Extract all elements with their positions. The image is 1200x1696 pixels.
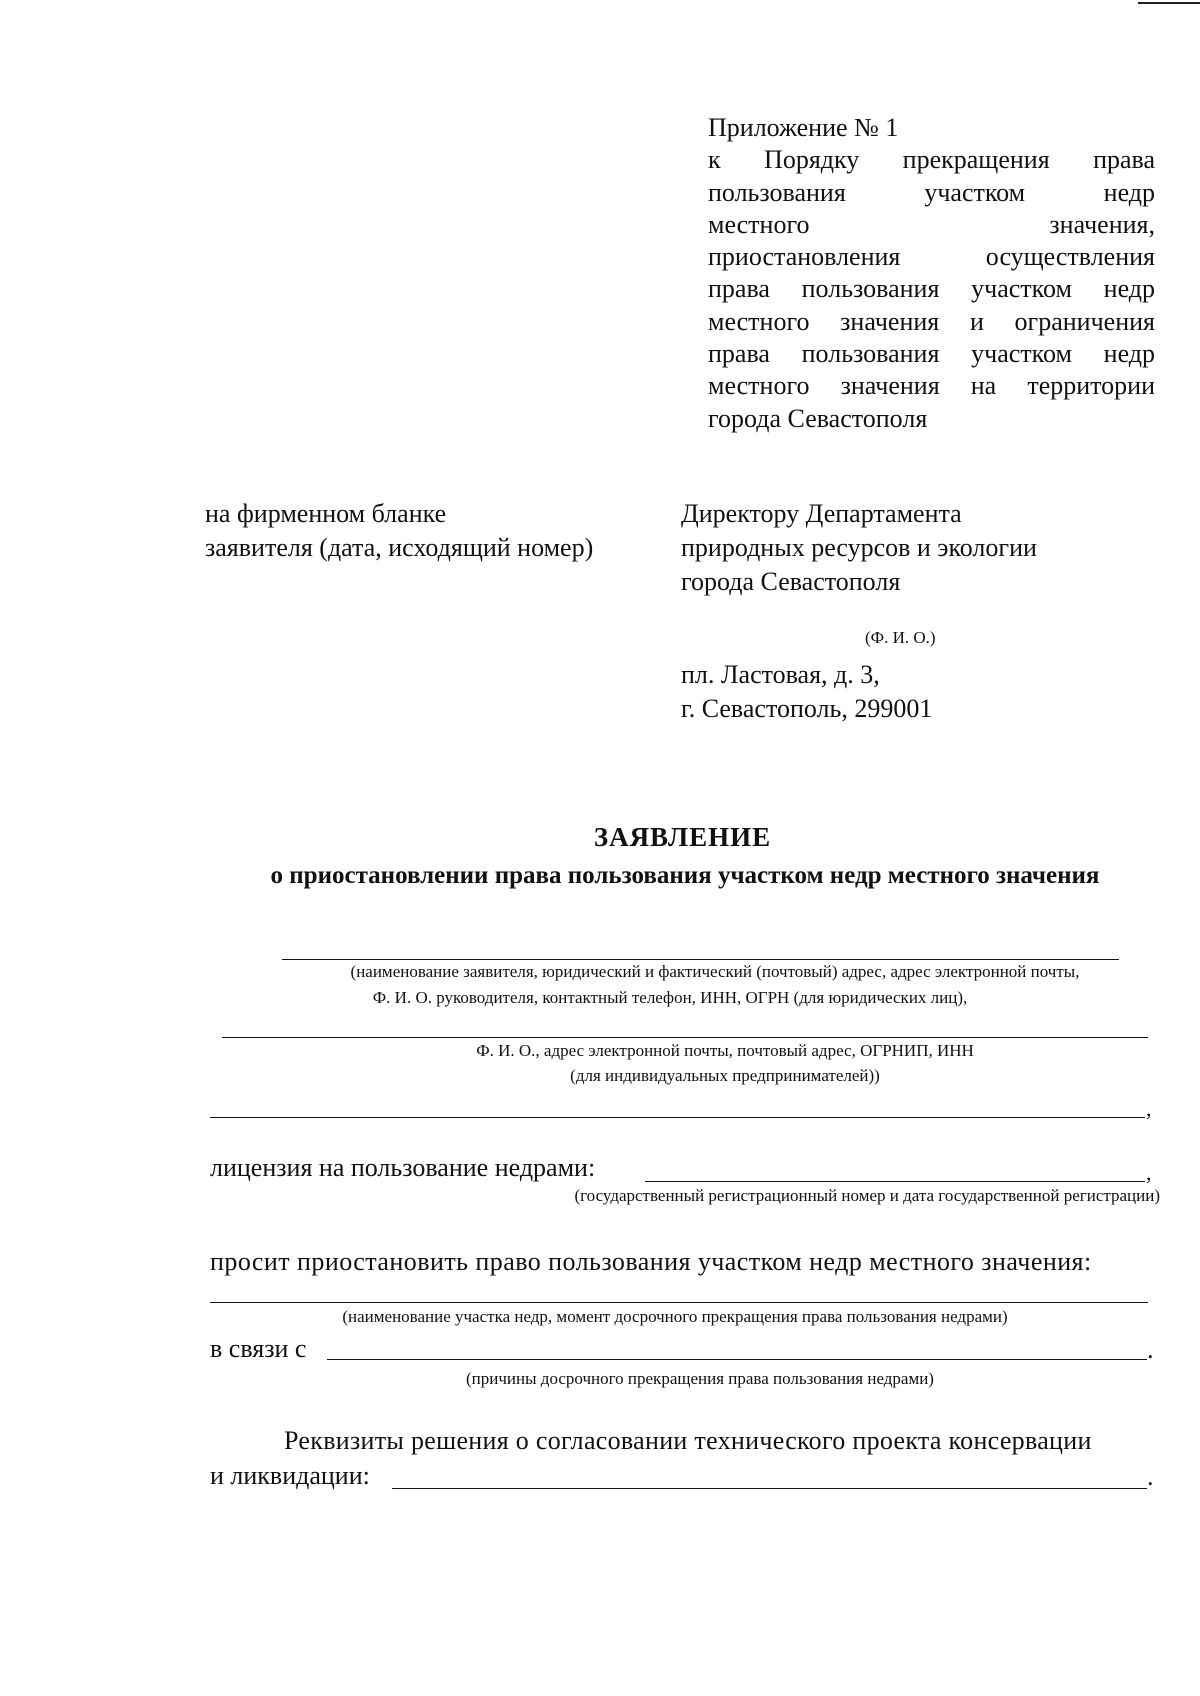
request-blank-line[interactable] [210, 1302, 1148, 1303]
address-line: пл. Ластовая, д. 3, [681, 660, 880, 689]
applicant-caption-line-4: (для индивидуальных предпринимателей)) [570, 1066, 880, 1085]
reason-blank-line[interactable] [327, 1359, 1147, 1360]
appendix-block [708, 112, 1155, 435]
appendix-line: права пользования участком недр [708, 274, 1155, 304]
appendix-line: местного значения и ограничения [708, 306, 1155, 336]
request-caption: (наименование участка недр, момент досрочного прекращения права пользования недрами) [342, 1307, 1008, 1326]
license-label: лицензия на пользование недрами: [210, 1153, 596, 1182]
appendix-line: к Порядку прекращения права [708, 145, 1155, 175]
requisites-line-1: Реквизиты решения о согласовании технического проекта консервации [284, 1426, 1092, 1455]
requisites-blank-line[interactable] [392, 1488, 1147, 1489]
addressee-line: Директору Департамента [681, 499, 962, 528]
document-title: ЗАЯВЛЕНИЕ [593, 822, 772, 852]
letterhead-note [205, 497, 645, 565]
addressee-line: города Севастополя [681, 567, 901, 596]
top-edge-rule [1138, 2, 1200, 4]
applicant-caption-line-3: Ф. И. О., адрес электронной почты, почтовый адрес, ОГРНИП, ИНН [476, 1041, 974, 1060]
appendix-line: местного значения, [708, 209, 1155, 239]
applicant-blank-line-3[interactable] [210, 1117, 1145, 1118]
appendix-line: города Севастополя [708, 403, 928, 433]
reason-label: в связи с [210, 1334, 307, 1363]
addressee-line: природных ресурсов и экологии [681, 533, 1037, 562]
comma: , [1146, 1096, 1152, 1121]
addressee-address [681, 658, 932, 726]
letterhead-note-line: заявителя (дата, исходящий номер) [205, 533, 594, 562]
period: . [1147, 1335, 1154, 1364]
letterhead-note-line: на фирменном бланке [205, 499, 447, 528]
appendix-line: права пользования участком недр [708, 339, 1155, 369]
appendix-title: Приложение № 1 [708, 113, 899, 142]
document-subtitle: о приостановлении права пользования участком недр местного значения [270, 862, 1100, 889]
request-text: просит приостановить право пользования участком недр местного значения: [210, 1247, 1092, 1276]
requisites-label: и ликвидации: [210, 1461, 370, 1490]
period: . [1147, 1462, 1154, 1491]
license-blank-line[interactable] [645, 1181, 1145, 1182]
appendix-line: приостановления осуществления [708, 242, 1155, 272]
address-line: г. Севастополь, 299001 [681, 694, 933, 723]
appendix-line: местного значения на территории [708, 371, 1155, 401]
addressee-block [681, 497, 1161, 599]
fio-caption: (Ф. И. О.) [865, 628, 936, 647]
applicant-caption-line-2: Ф. И. О. руководителя, контактный телефон, ИНН, ОГРН (для юридических лиц), [372, 988, 968, 1007]
appendix-line: пользования участком недр [708, 177, 1155, 207]
applicant-caption-line-1: (наименование заявителя, юридический и фактический (почтовый) адрес, адрес электронной почты, [350, 962, 1080, 981]
reason-caption: (причины досрочного прекращения права пользования недрами) [466, 1369, 934, 1388]
applicant-blank-line-2[interactable] [222, 1037, 1148, 1038]
comma: , [1146, 1160, 1152, 1185]
license-caption: (государственный регистрационный номер и дата государственной регистрации) [574, 1186, 1160, 1205]
